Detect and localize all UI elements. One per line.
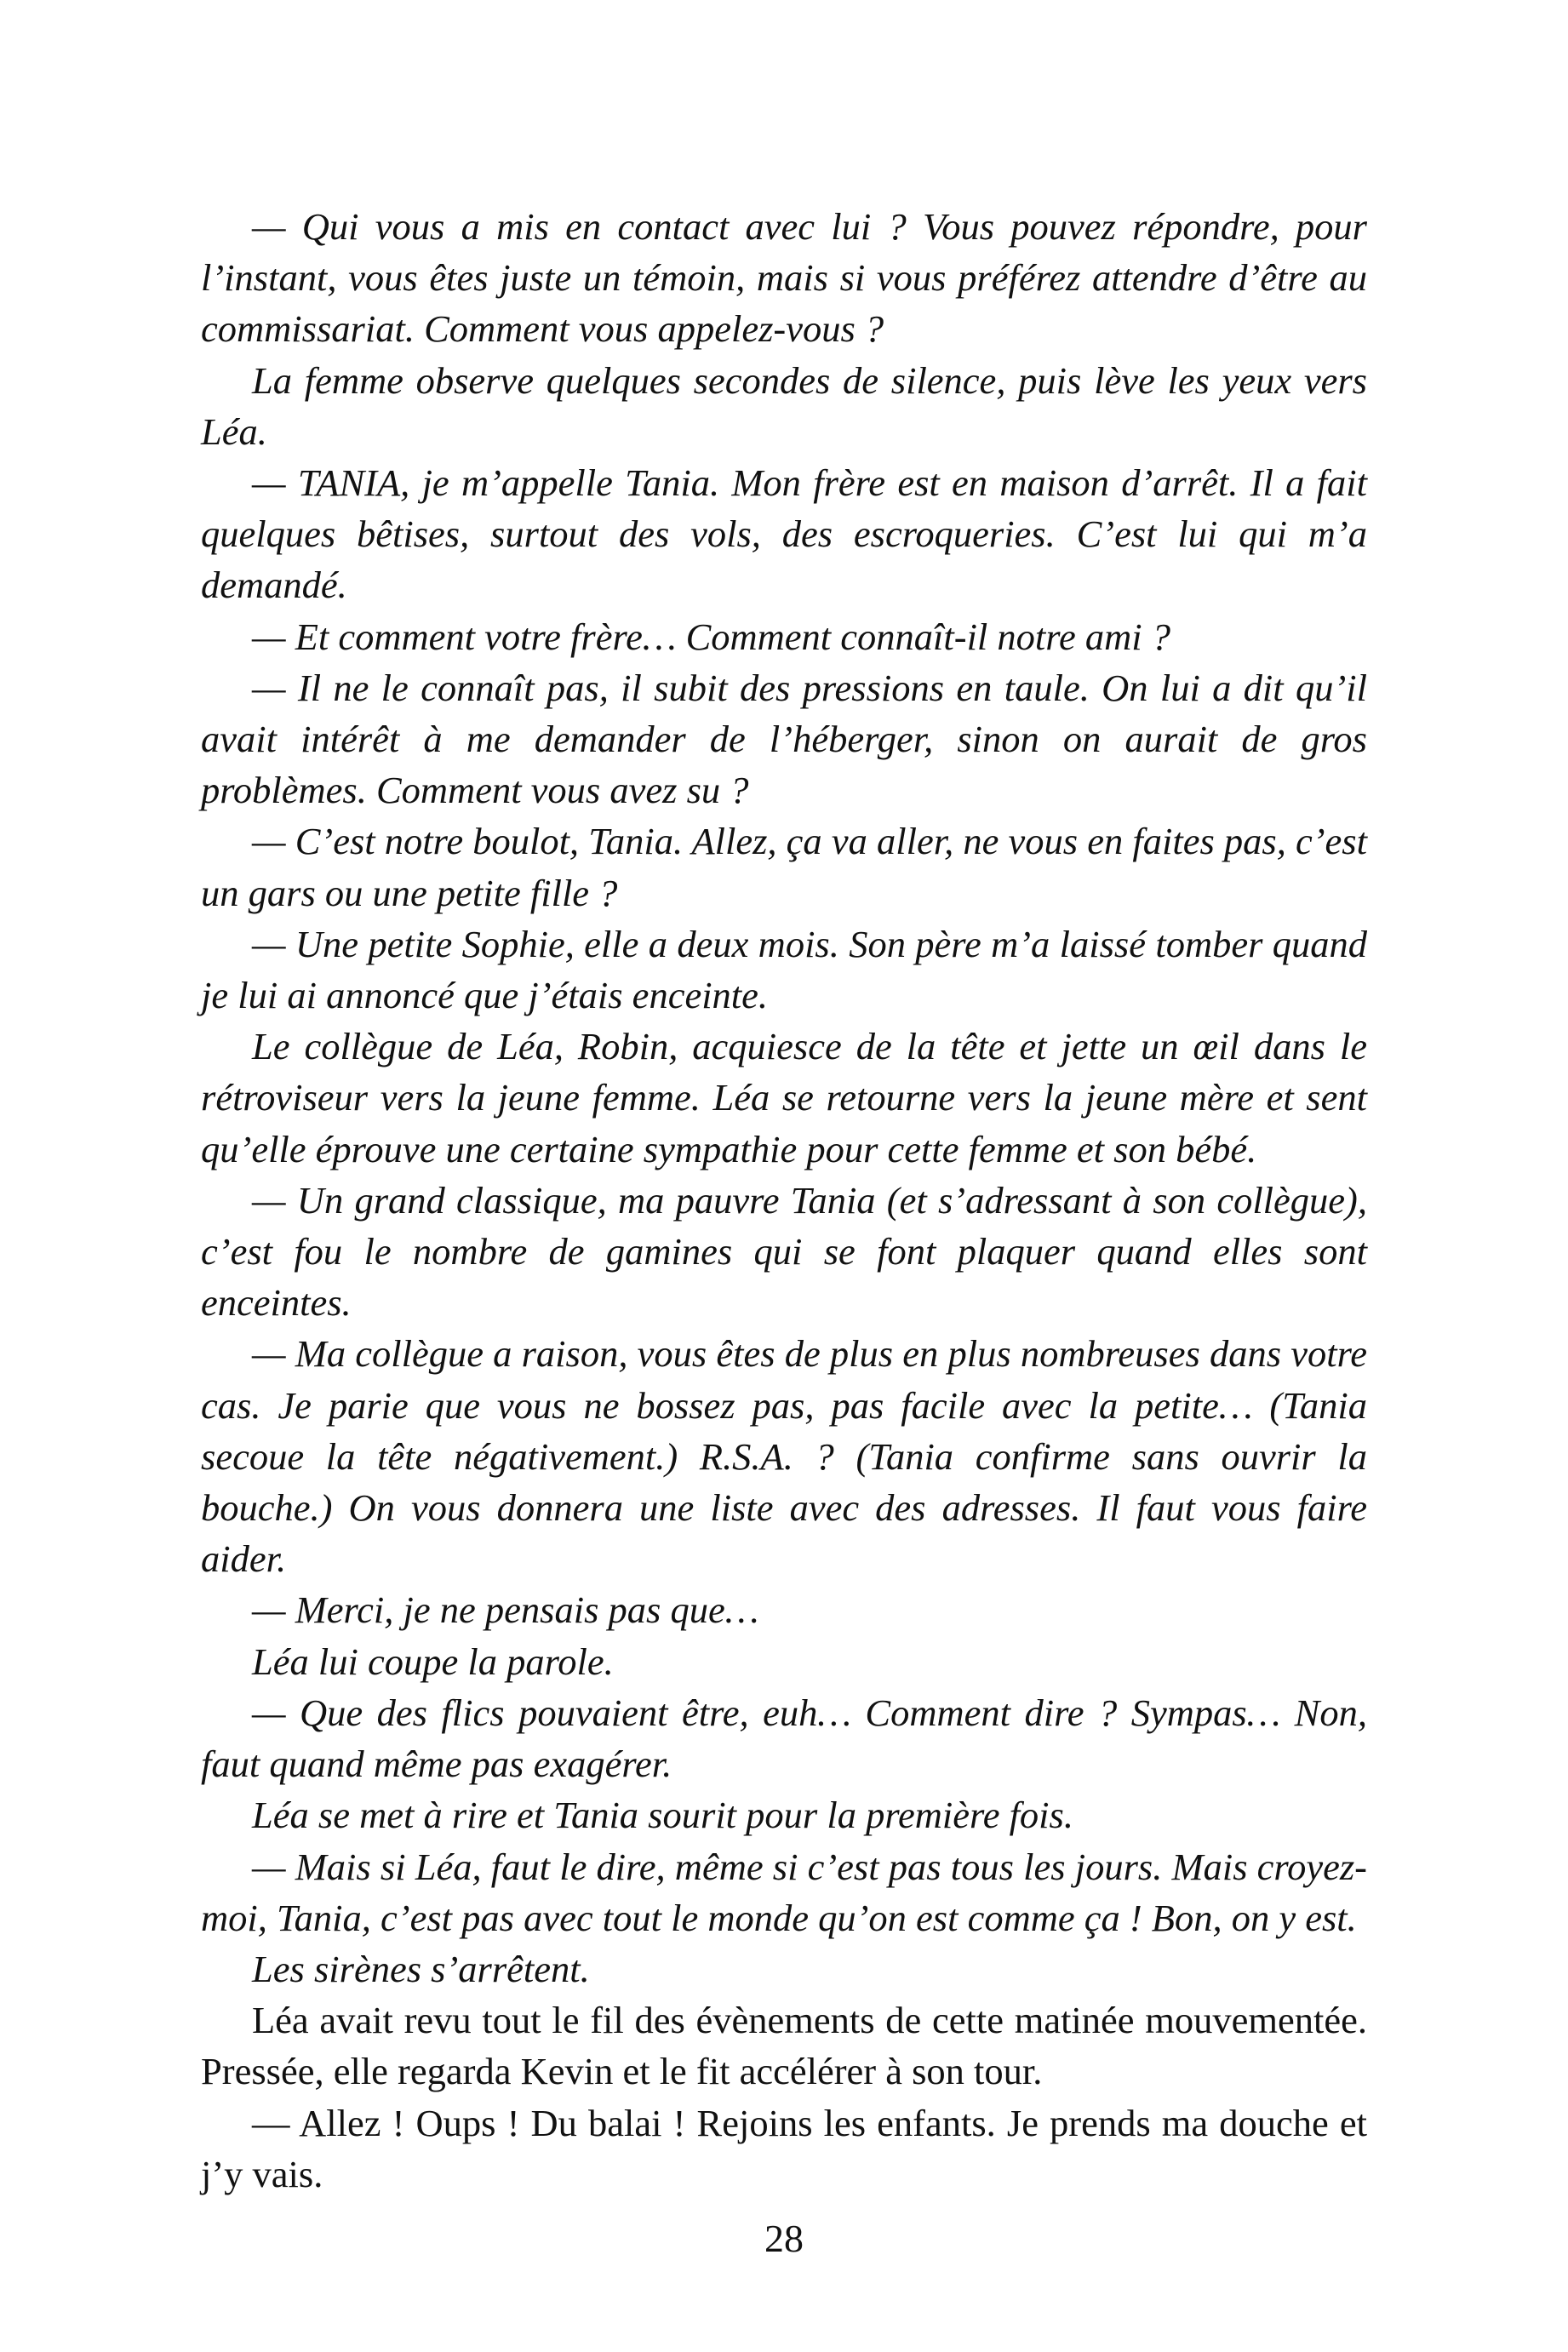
paragraph: — Merci, je ne pensais pas que… [252, 1588, 759, 1632]
paragraph: — C’est notre boulot, Tania. Allez, ça va aller, ne vous en faites pas, c’est un gars ou une petite fille ? [201, 820, 1367, 914]
paragraph: — Mais si Léa, faut le dire, même si c’est pas tous les jours. Mais croyez-moi, Tania, c’est pas avec tout le monde qu’on est comme ça ! Bon, on y est. [201, 1845, 1367, 1939]
paragraph: — Qui vous a mis en contact avec lui ? Vous pouvez répondre, pour l’instant, vous êtes juste un témoin, mais si vous préférez attendre d’être au commissariat. Comment vous appelez-vous ? [201, 205, 1367, 351]
paragraph: Léa lui coupe la parole. [252, 1640, 614, 1683]
paragraph: Léa se met à rire et Tania sourit pour la première fois. [252, 1794, 1073, 1837]
paragraph: Le collègue de Léa, Robin, acquiesce de la tête et jette un œil dans le rétroviseur vers la jeune femme. Léa se retourne vers la jeune mère et sent qu’elle éprouve une certaine sympathie pour cette femme et son bébé. [201, 1025, 1367, 1170]
paragraph: — Allez ! Oups ! Du balai ! Rejoins les enfants. Je prends ma douche et j’y vais. [201, 2101, 1367, 2195]
page-number: 28 [764, 2217, 804, 2260]
paragraph: Léa avait revu tout le fil des évènements de cette matinée mouvementée. Pressée, elle regarda Kevin et le fit accélérer à son tour. [201, 1999, 1367, 2093]
paragraph: — Il ne le connaît pas, il subit des pressions en taule. On lui a dit qu’il avait intérêt à me demander de l’héberger, sinon on aurait de gros problèmes. Comment vous avez su ? [201, 666, 1367, 812]
paragraph: — Et comment votre frère… Comment connaît-il notre ami ? [252, 615, 1170, 658]
paragraph: La femme observe quelques secondes de silence, puis lève les yeux vers Léa. [201, 358, 1367, 453]
body-text [201, 201, 1367, 2200]
paragraph: Les sirènes s’arrêtent. [252, 1947, 590, 1990]
paragraph: — Une petite Sophie, elle a deux mois. Son père m’a laissé tomber quand je lui ai annoncé que j’étais enceinte. [201, 922, 1367, 1017]
paragraph: — Un grand classique, ma pauvre Tania (et s’adressant à son collègue), c’est fou le nombre de gamines qui se font plaquer quand elles sont enceintes. [201, 1178, 1367, 1325]
paragraph: — Que des flics pouvaient être, euh… Comment dire ? Sympas… Non, faut quand même pas exagérer. [201, 1691, 1367, 1786]
paragraph: — Ma collègue a raison, vous êtes de plus en plus nombreuses dans votre cas. Je parie que vous ne bossez pas, pas facile avec la petite… (Tania secoue la tête négativement.) R.S.A. ? (Tania confirme sans ouvrir la bouche.) On vous donnera une liste avec des adresses. Il faut vous faire aider. [201, 1332, 1367, 1581]
paragraph: — TANIA, je m’appelle Tania. Mon frère est en maison d’arrêt. Il a fait quelques bêtises, surtout des vols, des escroqueries. C’est lui qui m’a demandé. [201, 461, 1367, 607]
